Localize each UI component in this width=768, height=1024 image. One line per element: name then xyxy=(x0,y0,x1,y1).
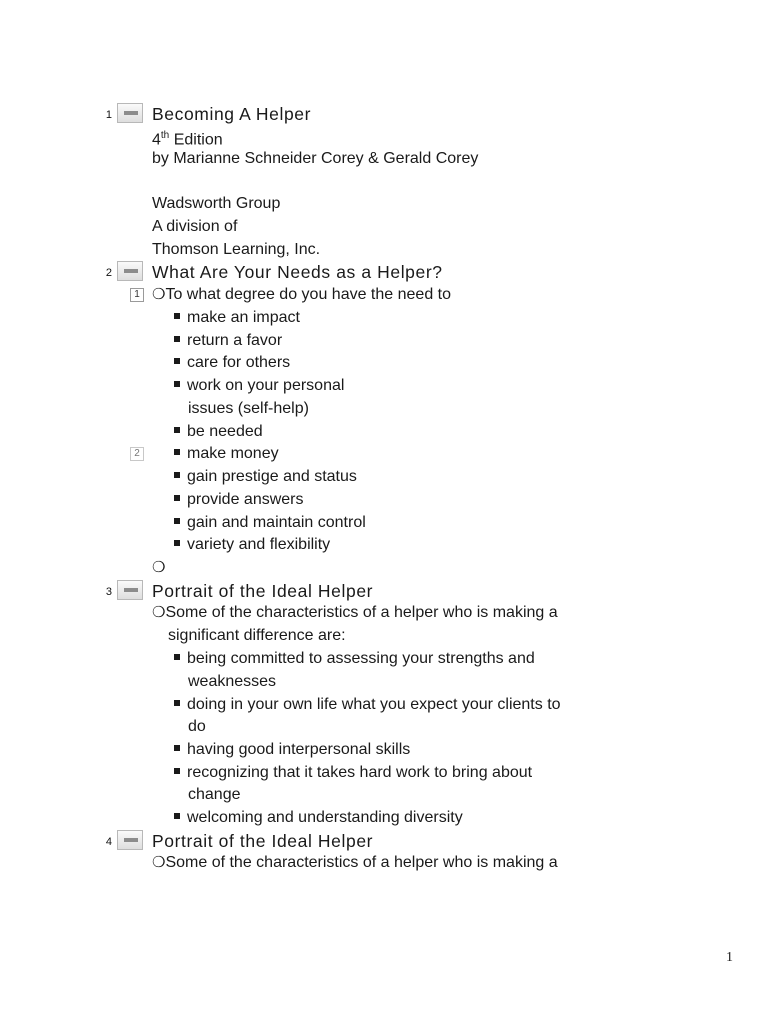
authors-line: by Marianne Schneider Corey & Gerald Corey xyxy=(152,150,479,167)
list-item-continuation: issues (self-help) xyxy=(188,400,309,417)
square-bullet-icon xyxy=(174,472,180,478)
publisher-line: Thomson Learning, Inc. xyxy=(152,241,321,258)
list-item: gain prestige and status xyxy=(174,466,357,488)
list-item: welcoming and understanding diversity xyxy=(174,807,463,829)
slide-number: 4 xyxy=(105,836,112,848)
list-item: make an impact xyxy=(174,307,300,329)
empty-bullet xyxy=(152,557,165,579)
list-item-continuation: do xyxy=(188,718,206,735)
publisher-line: Wadsworth Group xyxy=(152,195,281,212)
square-bullet-icon xyxy=(174,427,180,433)
comment-marker-icon[interactable]: 2 xyxy=(130,447,144,461)
list-item: return a favor xyxy=(174,330,282,352)
list-item: doing in your own life what you expect your clients to xyxy=(174,694,561,716)
publisher-line: A division of xyxy=(152,218,238,235)
circle-bullet-icon: ❍ xyxy=(152,604,166,621)
circle-bullet-icon: ❍ xyxy=(152,854,166,871)
square-bullet-icon xyxy=(174,700,180,706)
slide-thumbnail-icon[interactable] xyxy=(117,830,143,850)
square-bullet-icon xyxy=(174,745,180,751)
square-bullet-icon xyxy=(174,381,180,387)
bullet-lead xyxy=(152,602,558,624)
bullet-lead-continuation: significant difference are: xyxy=(168,627,346,644)
square-bullet-icon xyxy=(174,540,180,546)
list-item: make money xyxy=(174,443,279,465)
square-bullet-icon xyxy=(174,449,180,455)
list-item: gain and maintain control xyxy=(174,512,366,534)
edition-number: 4 xyxy=(152,131,161,149)
square-bullet-icon xyxy=(174,518,180,524)
bullet-lead xyxy=(152,284,451,306)
square-bullet-icon xyxy=(174,813,180,819)
bullet-text: Some of the characteristics of a helper who is making a xyxy=(165,854,558,871)
list-item: recognizing that it takes hard work to bring about xyxy=(174,762,532,784)
slide-title: Portrait of the Ideal Helper xyxy=(152,831,374,851)
square-bullet-icon xyxy=(174,654,180,660)
slide-thumbnail-icon[interactable] xyxy=(117,580,143,600)
slide-title: Becoming A Helper xyxy=(152,104,312,124)
list-item: be needed xyxy=(174,421,263,443)
list-item-continuation: weaknesses xyxy=(188,673,277,690)
slide-title: What Are Your Needs as a Helper? xyxy=(152,262,443,282)
circle-bullet-icon: ❍ xyxy=(152,286,166,303)
slide-thumbnail-icon[interactable] xyxy=(117,103,143,123)
slide-number: 2 xyxy=(105,267,112,279)
slide-title: Portrait of the Ideal Helper xyxy=(152,581,374,601)
slide-number: 1 xyxy=(105,109,112,121)
edition-superscript: th xyxy=(160,130,170,141)
comment-marker-icon[interactable]: 1 xyxy=(130,288,144,302)
square-bullet-icon xyxy=(174,313,180,319)
square-bullet-icon xyxy=(174,358,180,364)
bullet-text: Some of the characteristics of a helper who is making a xyxy=(165,604,558,621)
square-bullet-icon xyxy=(174,336,180,342)
bullet-text: To what degree do you have the need to xyxy=(165,286,451,303)
list-item: work on your personal xyxy=(174,375,344,397)
bullet-lead xyxy=(152,852,558,874)
circle-bullet-icon: ❍ xyxy=(152,559,166,576)
edition-word: Edition xyxy=(169,131,223,149)
list-item: care for others xyxy=(174,352,290,374)
square-bullet-icon xyxy=(174,495,180,501)
list-item: provide answers xyxy=(174,489,304,511)
list-item: being committed to assessing your strengths and xyxy=(174,648,535,670)
square-bullet-icon xyxy=(174,768,180,774)
slide-number: 3 xyxy=(105,586,112,598)
slide-thumbnail-icon[interactable] xyxy=(117,261,143,281)
list-item: having good interpersonal skills xyxy=(174,739,410,761)
list-item-continuation: change xyxy=(188,786,241,803)
page-number: 1 xyxy=(726,950,733,965)
list-item: variety and flexibility xyxy=(174,534,330,556)
